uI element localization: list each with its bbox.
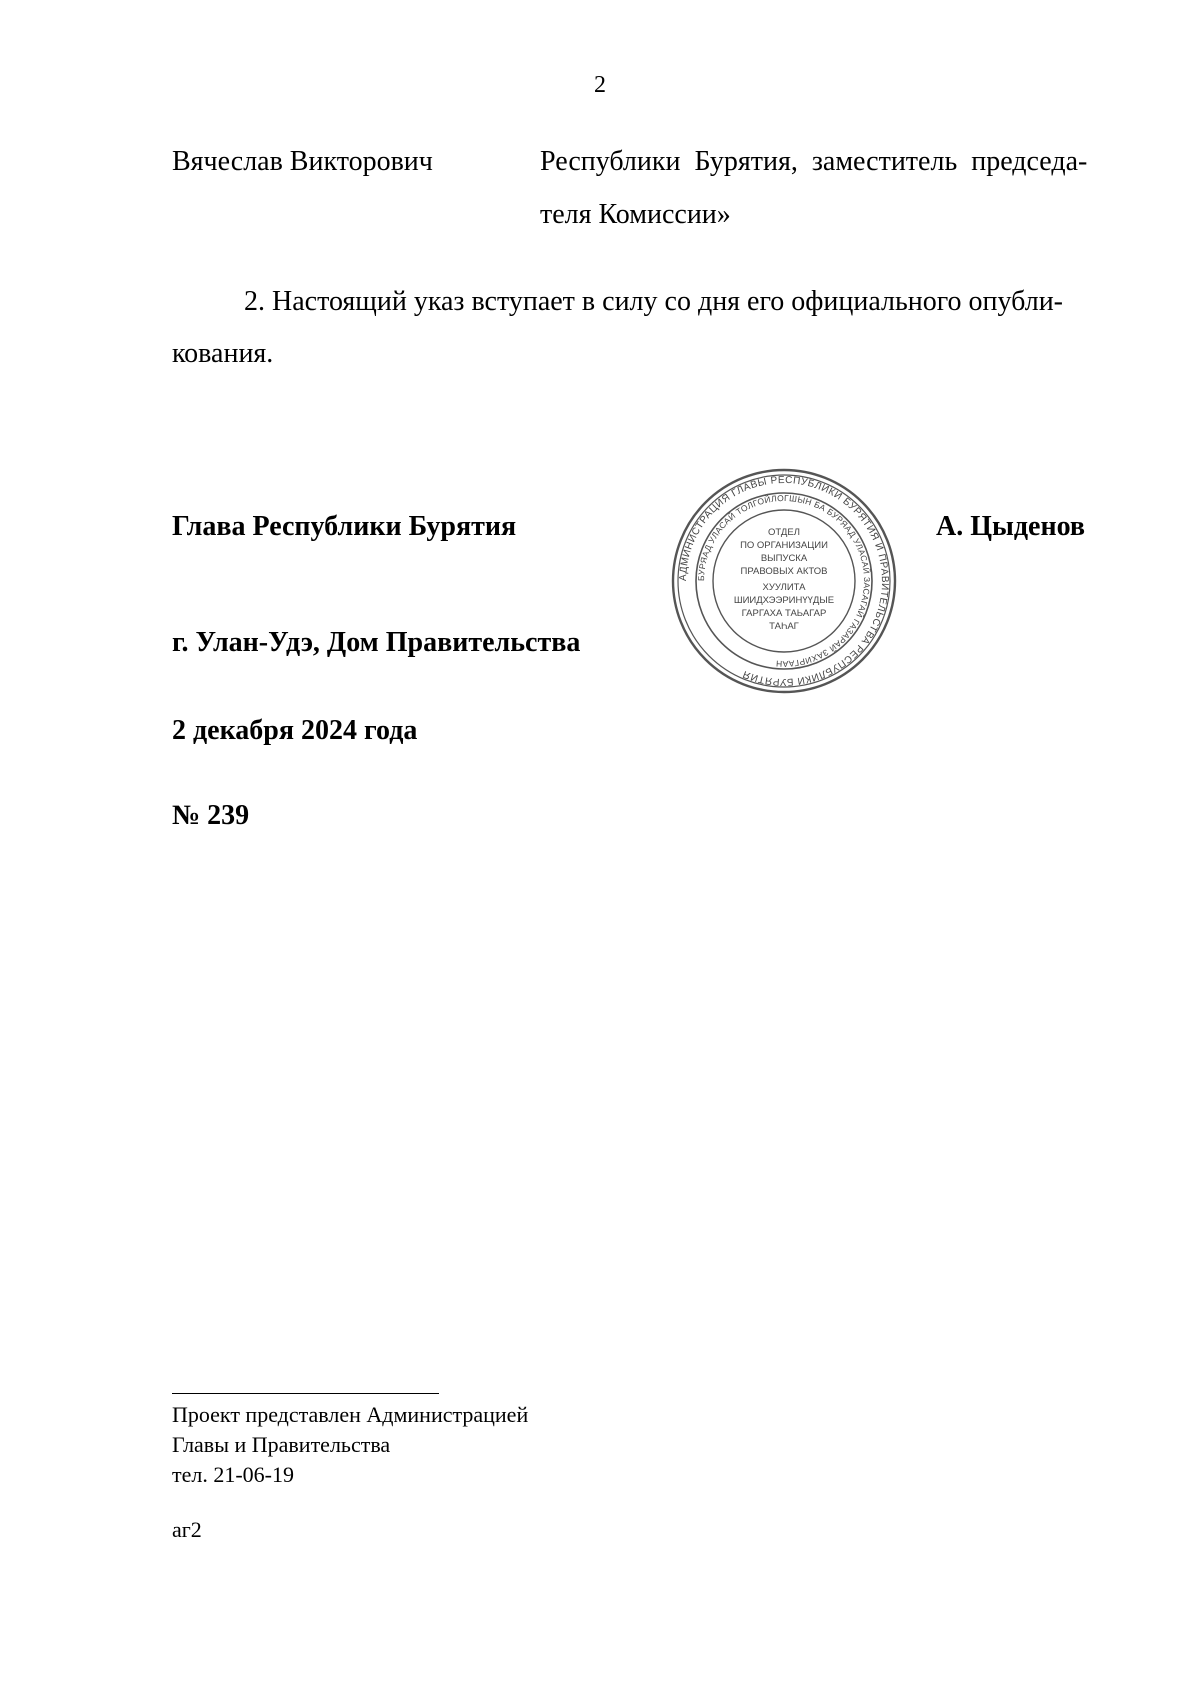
- document-place: г. Улан-Удэ, Дом Правительства: [172, 627, 581, 658]
- stamp-center-line-3: ВЫПУСКА: [760, 553, 808, 564]
- document-number: № 239: [172, 800, 250, 831]
- official-seal-stamp: [669, 466, 899, 696]
- stamp-center-line-6: ШИИДХЭЭРИНҮҮДЫЕ: [733, 595, 835, 606]
- member-name: Вячеслав Викторович: [172, 146, 433, 177]
- member-position-line2: теля Комиссии»: [540, 199, 731, 230]
- stamp-center-line-2: ПО ОРГАНИЗАЦИИ: [740, 540, 828, 551]
- paragraph-2-line2: кования.: [172, 338, 274, 369]
- footnote-code: аг2: [172, 1517, 202, 1542]
- member-position-line1: Республики Бурятия, заместитель председа-: [540, 146, 1088, 177]
- svg-text:БУРЯАД УЛАСАЙ ТОЛГОЙЛОГШЫН БА: [696, 493, 873, 669]
- stamp-center-line-7: ГАРГАХА ТАЬАГАР: [741, 608, 827, 619]
- stamp-center-line-1: ОТДЕЛ: [768, 527, 800, 538]
- footnote-phone: тел. 21-06-19: [172, 1462, 295, 1487]
- stamp-center-line-5: ХУУЛИТА: [762, 582, 806, 593]
- paragraph-2-line1: 2. Настоящий указ вступает в силу со дня его официального опубли-: [244, 286, 1063, 317]
- signature-name: А. Цыденов: [936, 511, 1086, 542]
- footnote-divider: [172, 1393, 439, 1394]
- document-date: 2 декабря 2024 года: [172, 715, 418, 746]
- signature-title: Глава Республики Бурятия: [172, 511, 517, 542]
- stamp-outer-text: АДМИНИСТРАЦИЯ ГЛАВЫ РЕСПУБЛИКИ БУРЯТИЯ И ПРАВИТЕЛЬСТВА РЕСПУБЛИКИ БУРЯТИЯ: [677, 474, 891, 688]
- footnote-line1: Проект представлен Администрацией: [172, 1402, 529, 1427]
- stamp-center-line-8: ТАҺАГ: [769, 621, 799, 632]
- stamp-center-line-4: ПРАВОВЫХ АКТОВ: [740, 566, 828, 577]
- footnote-line2: Главы и Правительства: [172, 1432, 391, 1457]
- svg-text:АДМИНИСТРАЦИЯ ГЛАВЫ РЕСПУБЛИКИ: [678, 475, 890, 687]
- page-number: 2: [594, 72, 606, 98]
- stamp-inner-ring-text: БУРЯАД УЛАСАЙ ТОЛГОЙЛОГШЫН БА БУРЯАД УЛАСАЙ ЗАСАГАЙ ГАЗАРАЙ ЗАХИРГААН: [695, 492, 873, 670]
